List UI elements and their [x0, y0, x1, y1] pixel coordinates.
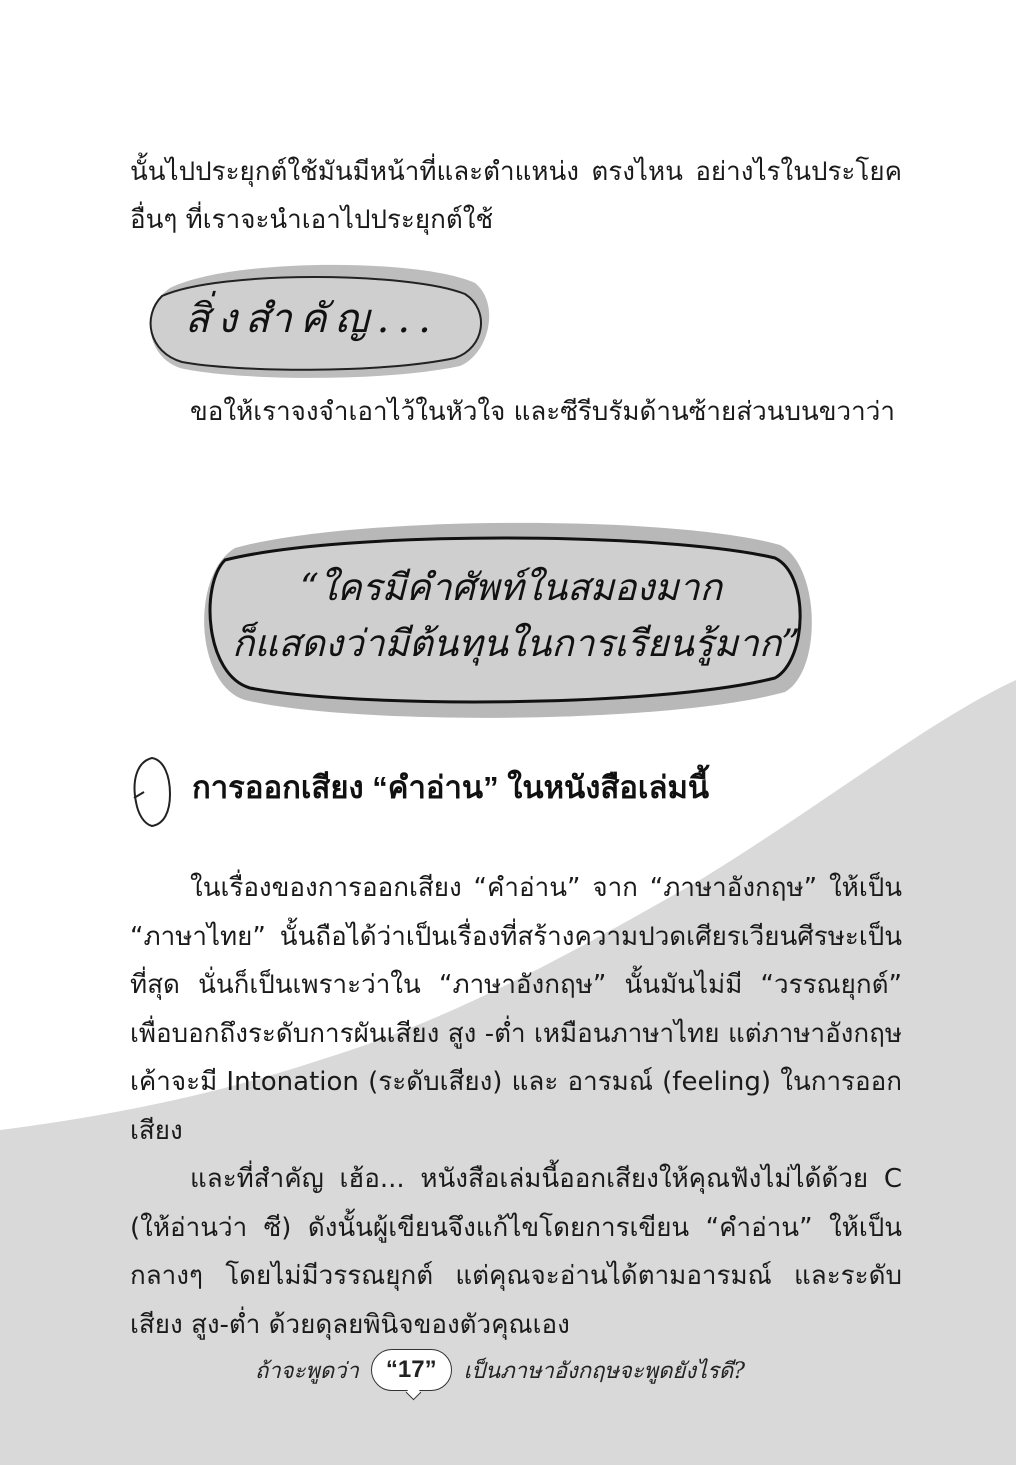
important-bubble-text: สิ่งสำคัญ...: [185, 296, 439, 342]
paragraph-2: และที่สำคัญ เฮ้อ... หนังสือเล่มนี้ออกเสียงให้คุณฟังไม่ได้ด้วย C (ให้อ่านว่า ซี) ดังนั้นผู้เขียนจึงแก้ไขโดยการเขียน “คำอ่าน” ให้เป็น กลางๆ โดยไม่มีวรรณยุกต์ แต่คุณจะอ่านได้ตามอารมณ์ และระดับเสียง สูง-ต่ำ ด้วยดุลยพินิจของตัวคุณเอง: [130, 1164, 902, 1340]
page-footer: [255, 1340, 815, 1400]
section-heading: การออกเสียง “คำอ่าน” ในหนังสือเล่มนี้: [192, 770, 710, 805]
remember-line: ขอให้เราจงจำเอาไว้ในหัวใจ และซีรีบรัมด้านซ้ายส่วนบนขวาว่า: [190, 397, 895, 427]
paragraph-1: ในเรื่องของการออกเสียง “คำอ่าน” จาก “ภาษาอังกฤษ” ให้เป็น “ภาษาไทย” นั้นถือได้ว่าเป็นเรื่องที่สร้างความปวดเศียรเวียนศีรษะเป็นที่สุด นั่นก็เป็นเพราะว่าใน “ภาษาอังกฤษ” นั้นมันไม่มี “วรรณยุกต์” เพื่อบอกถึงระดับการผันเสียง สูง -ต่ำ เหมือนภาษาไทย แต่ภาษาอังกฤษเค้าจะมี Intonation (ระดับเสียง) และ อารมณ์ (feeling) ในการออกเสียง: [130, 873, 902, 1146]
footer-text-before: ถ้าจะพูดว่า: [255, 1358, 359, 1384]
quote-line-1: “ใครมีคำศัพท์ในสมองมาก: [300, 566, 722, 609]
speech-bubble-icon-shape: [134, 758, 170, 826]
speech-bubble-icon: [130, 752, 174, 832]
body-text: [130, 864, 902, 1349]
quote-line-2: ก็แสดงว่ามีต้นทุนในการเรียนรู้มาก”: [232, 622, 801, 665]
page-number: “17”: [371, 1349, 452, 1391]
footer-text-after: เป็นภาษาอังกฤษจะพูดยังไรดี?: [463, 1358, 746, 1384]
intro-line-2: อื่นๆ ที่เราจะนำเอาไปประยุกต์ใช้: [130, 205, 494, 235]
intro-line-1: นั้นไปประยุกต์ใช้มันมีหน้าที่และตำแหน่ง ตรงไหน อย่างไรในประโยค: [130, 157, 902, 187]
